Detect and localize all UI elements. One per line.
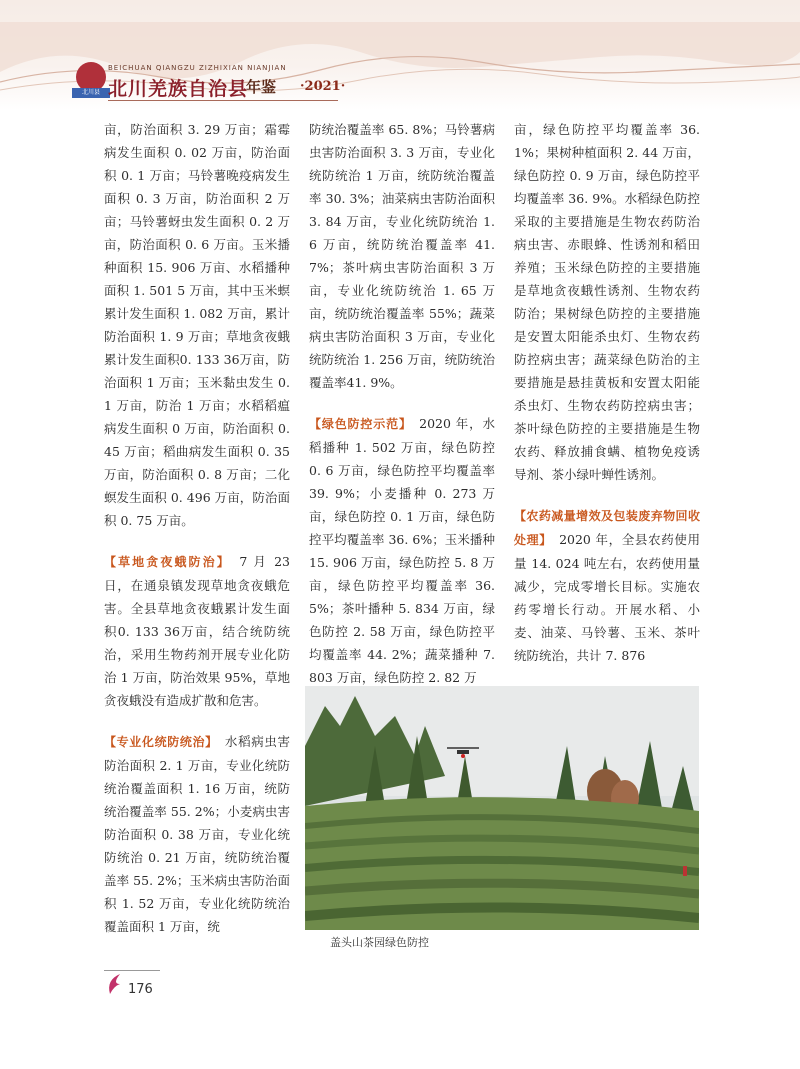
header-county-title: 北川羌族自治县 bbox=[108, 78, 249, 100]
text-column-2 bbox=[309, 118, 495, 689]
paragraph: 亩，绿色防控平均覆盖率 36. 1%；果树种植面积 2. 44 万亩，绿色防控 0. 9 万亩，绿色防控平均覆盖率 36. 9%。水稻绿色防控采取的主要措施是生物农药防治病虫害、赤眼蜂、性诱剂和稻田养殖；玉米绿色防控的主要措施是草地贪夜蛾性诱剂、生物农药防治；果树绿色防控的主要措施是安置太阳能杀虫灯、生物农药防控病虫害；蔬菜绿色防治的主要措施是悬挂黄板和安置太阳能杀虫灯、生物农药防控病虫害；茶叶绿色防控的主要措施是生物农药、释放捕食螨、植物免疫诱导剂、茶小绿叶蝉性诱剂。 bbox=[514, 122, 700, 482]
section-heading: 【草地贪夜蛾防治】 bbox=[104, 555, 225, 569]
section-pesticide-reduction bbox=[514, 504, 700, 667]
paragraph: 防统治覆盖率 65. 8%；马铃薯病虫害防治面积 3. 3 万亩，专业化统防统治 1 万亩，统防统治覆盖率 30. 3%；油菜病虫害防治面积 3. 84 万亩，专业化统防统治 1. 6 万亩，统防统治覆盖率 41. 7%；茶叶病虫害防治面积 3 万亩，专业化统防统治 1. 65 万亩，统防统治覆盖率 55%；蔬菜病虫害防治面积 3 万亩，专业化统防统治 1. 256 万亩，统防统治覆盖率41. 9%。 bbox=[309, 122, 495, 390]
section-heading: 【农药减量增效及包装废弃物回收处理】 bbox=[514, 509, 700, 547]
section-grassland-armyworm bbox=[104, 550, 290, 712]
footer-divider bbox=[104, 970, 160, 971]
paragraph-text: 2020 年，全县农药使用量 14. 024 吨左右，农药使用量减少，完成零增长目标。实施农药零增长行动。开展水稻、小麦、油菜、马铃薯、玉米、茶叶统防统治，共计 7. 876 bbox=[514, 532, 700, 663]
section-heading: 【专业化统防统治】 bbox=[104, 735, 212, 749]
section-heading: 【绿色防控示范】 bbox=[309, 417, 406, 431]
text-column-1 bbox=[104, 118, 290, 938]
section-unified-control bbox=[104, 730, 290, 938]
text-column-3 bbox=[514, 118, 700, 667]
paragraph: 亩，防治面积 3. 29 万亩；霜霉病发生面积 0. 02 万亩，防治面积 0. 1 万亩；马铃薯晚疫病发生面积 0. 3 万亩，防治面积 2 万亩；马铃薯蚜虫发生面积 0. 2 万亩，防治面积 0. 6 万亩。玉米播种面积 15. 906 万亩、水稻播种面积 1. 501 5 万亩，其中玉米螟累计发生面积 1. 082 万亩，累计防治面积 1. 9 万亩；草地贪夜蛾累计发生面积0. 133 36万亩，防治面积 1 万亩；玉米黏虫发生 0. 1 万亩，防治 1 万亩；水稻稻瘟病发生面积 0 万亩，防治面积 0. 45 万亩；稻曲病发生面积 0. 35 万亩，防治面积 0. 8 万亩；二化螟发生面积 0. 496 万亩，防治面积 0. 75 万亩。 bbox=[104, 122, 290, 528]
folio-ornament-icon bbox=[104, 972, 122, 996]
paragraph-text: 7 月 23 日，在通泉镇发现草地贪夜蛾危害。全县草地贪夜蛾累计发生面积0. 133 36万亩，结合统防统治，采用生物药剂开展专业化防治 1 万亩，防治效果 95%，草地贪夜蛾没有造成扩散和危害。 bbox=[104, 554, 290, 708]
header-pinyin: BEICHUAN QIANGZU ZIZHIXIAN NIANJIAN bbox=[108, 64, 287, 72]
header-yearbook-label: 年鉴 bbox=[246, 78, 277, 96]
page-number: 176 bbox=[128, 982, 153, 997]
header-divider bbox=[108, 100, 338, 101]
logo-label: 北川县 bbox=[72, 88, 110, 98]
section-green-control-demo bbox=[309, 412, 495, 689]
tea-garden-photo bbox=[305, 686, 699, 930]
photo-caption: 盖头山茶园绿色防控 bbox=[330, 936, 429, 949]
paragraph-text: 2020 年，水稻播种 1. 502 万亩，绿色防控 0. 6 万亩，绿色防控平均覆盖率 39. 9%；小麦播种 0. 273 万亩，绿色防控 0. 1 万亩，绿色防控平均覆盖率 36. 6%；玉米播种 15. 906 万亩，绿色防控 5. 8 万亩，绿色防控平均覆盖率 36. 5%；茶叶播种 5. 834 万亩，绿色防控 2. 58 万亩，绿色防控平均覆盖率 44. 2%；蔬菜播种 7. 803 万亩，绿色防控 2. 82 万 bbox=[309, 416, 495, 685]
paragraph-text: 水稻病虫害防治面积 2. 1 万亩，专业化统防统治覆盖面积 1. 16 万亩，统防统治覆盖率 55. 2%；小麦病虫害防治面积 0. 38 万亩，专业化统防统治 0. 21 万亩，统防统治覆盖率 55. 2%；玉米病虫害防治面积 1. 52 万亩，专业化统防统治覆盖面积 1 万亩，统 bbox=[104, 734, 290, 934]
tea-garden-illustration bbox=[305, 686, 699, 930]
header-year: ·2021· bbox=[300, 79, 346, 94]
